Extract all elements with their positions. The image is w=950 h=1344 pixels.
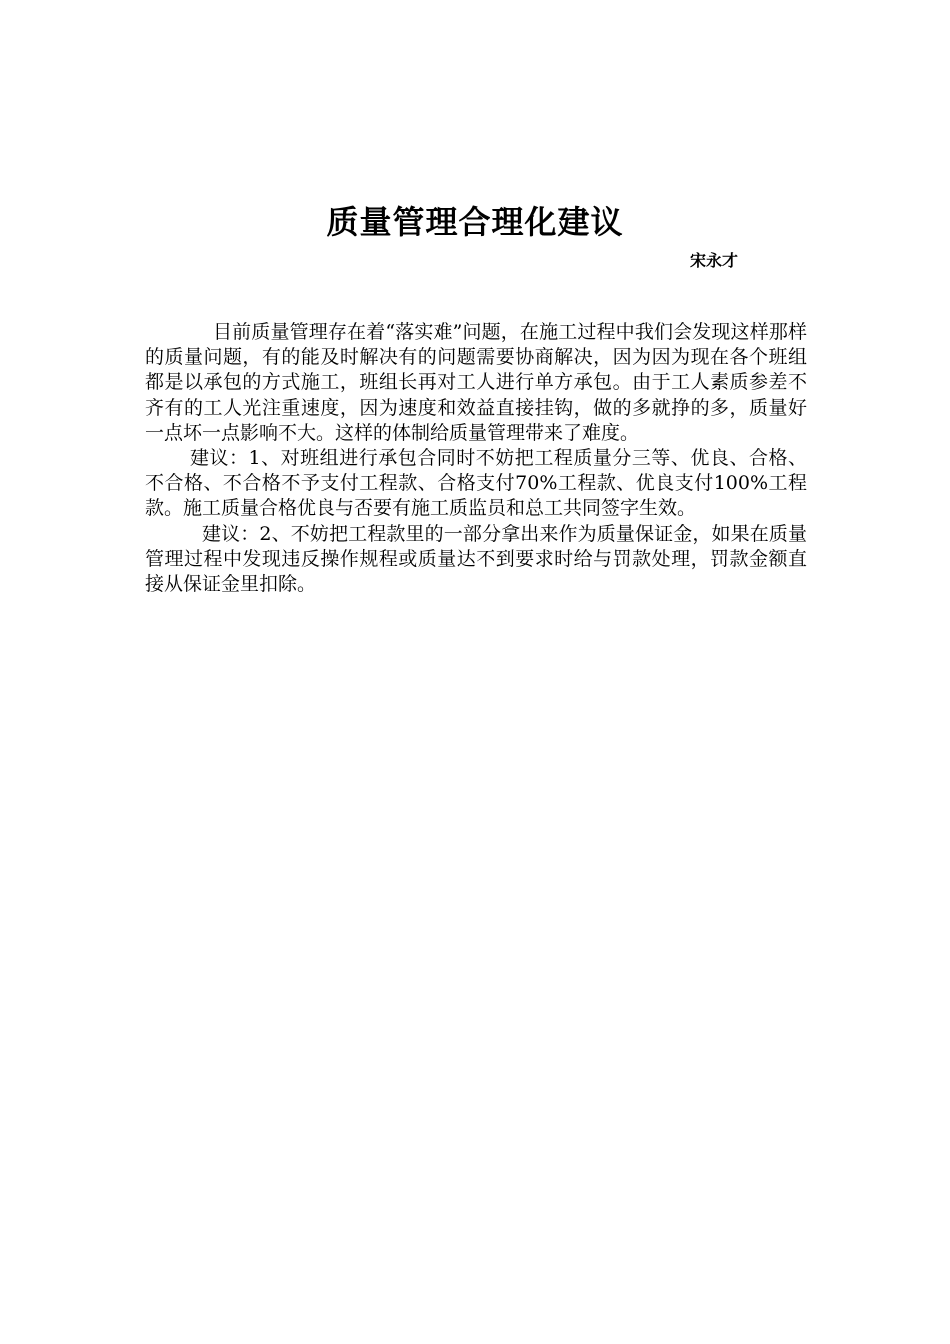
document-body — [145, 320, 807, 597]
document-author: 宋永才 — [689, 251, 738, 270]
paragraph-suggestion-1: 建议：1、对班组进行承包合同时不妨把工程质量分三等、优良、合格、不合格、不合格不予支付工程款、合格支付70%工程款、优良支付100%工程款。施工质量合格优良与否要有施工质监员和总工共同签字生效。 — [145, 447, 807, 520]
document-title: 质量管理合理化建议 — [326, 203, 624, 241]
paragraph-suggestion-2: 建议：2、不妨把工程款里的一部分拿出来作为质量保证金，如果在质量管理过程中发现违反操作规程或质量达不到要求时给与罚款处理，罚款金额直接从保证金里扣除。 — [145, 522, 807, 596]
paragraph-problem-statement: 目前质量管理存在着“落实难”问题，在施工过程中我们会发现这样那样的质量问题，有的能及时解决有的问题需要协商解决，因为因为现在各个班组都是以承包的方式施工，班组长再对工人进行单方承包。由于工人素质参差不齐有的工人光注重速度，因为速度和效益直接挂钩，做的多就挣的多，质量好一点坏一点影响不大。这样的体制给质量管理带来了难度。 — [145, 321, 807, 444]
